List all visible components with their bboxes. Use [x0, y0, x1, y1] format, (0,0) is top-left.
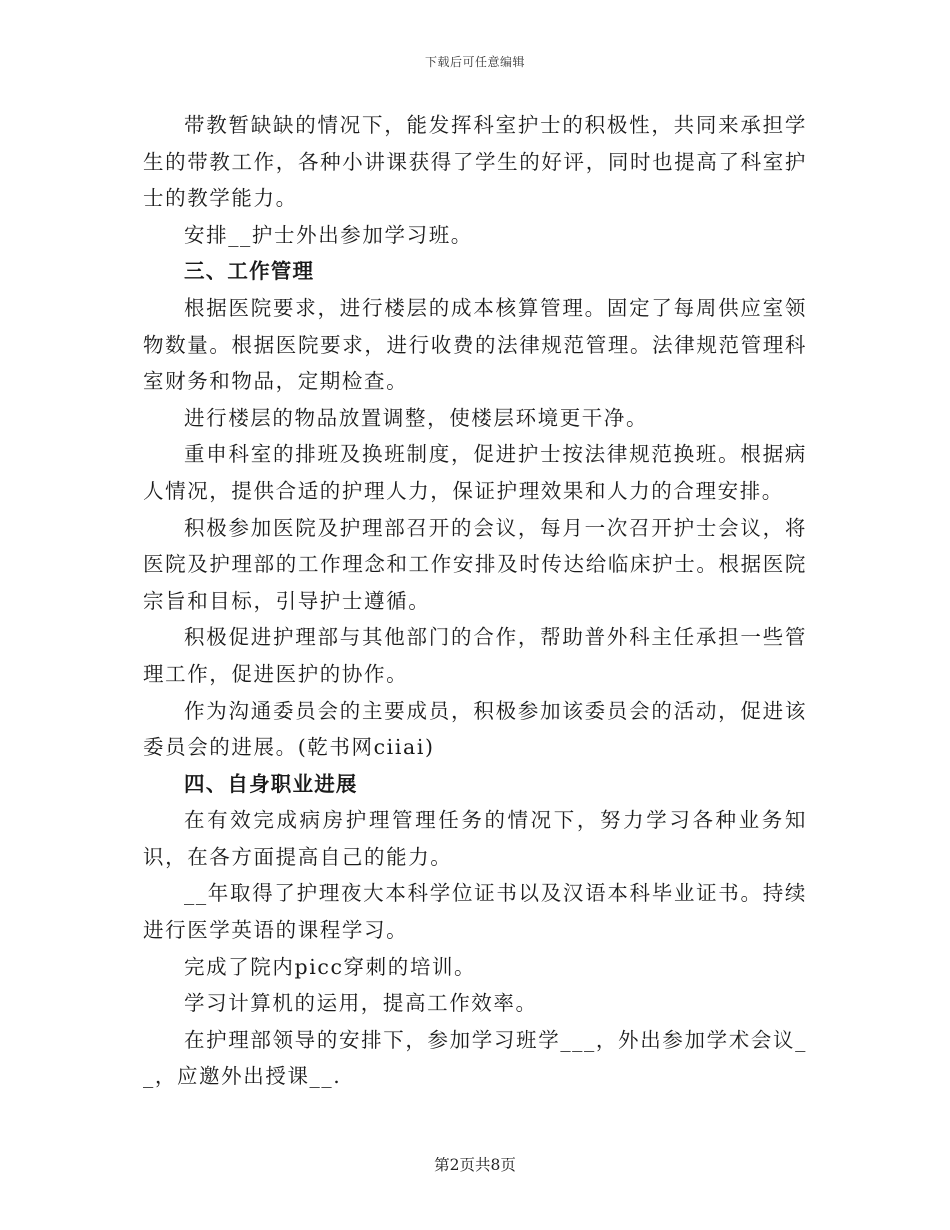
page-number: 第2页共8页: [434, 1156, 516, 1174]
paragraph-10: __年取得了护理夜大本科学位证书以及汉语本科毕业证书。持续进行医学英语的课程学习。: [143, 881, 807, 943]
paragraph-12: 学习计算机的运用，提高工作效率。: [184, 991, 538, 1016]
page-header: 下载后可任意编辑: [424, 55, 525, 69]
paragraph-7: 积极促进护理部与其他部门的合作，帮助普外科主任承担一些管理工作，促进医护的协作。: [143, 625, 807, 686]
section-heading-4: 四、自身职业进展: [184, 771, 358, 796]
section-heading-3: 三、工作管理: [184, 259, 315, 284]
document-body: [143, 107, 807, 1095]
paragraph-2: 安排__护士外出参加学习班。: [184, 222, 473, 247]
paragraph-11: 完成了院内picc穿刺的培训。: [184, 954, 477, 979]
paragraph-4: 进行楼层的物品放置调整，使楼层环境更干净。: [184, 405, 649, 430]
paragraph-9: 在有效完成病房护理管理任务的情况下，努力学习各种业务知识，在各方面提高自己的能力。: [143, 808, 807, 869]
paragraph-5: 重申科室的排班及换班制度，促进护士按法律规范换班。根据病人情况，提供合适的护理人力，保证护理效果和人力的合理安排。: [143, 442, 807, 503]
paragraph-1: 带教暂缺缺的情况下，能发挥科室护士的积极性，共同来承担学生的带教工作，各种小讲课获得了学生的好评，同时也提高了科室护士的教学能力。: [143, 113, 807, 211]
paragraph-8: 作为沟通委员会的主要成员，积极参加该委员会的活动，促进该委员会的进展。(乾书网ciiai): [143, 698, 807, 760]
paragraph-13: 在护理部领导的安排下，参加学习班学___，外出参加学术会议__，应邀外出授课__.: [143, 1027, 807, 1089]
paragraph-6: 积极参加医院及护理部召开的会议，每月一次召开护士会议，将医院及护理部的工作理念和工作安排及时传达给临床护士。根据医院宗旨和目标，引导护士遵循。: [143, 515, 807, 613]
paragraph-3: 根据医院要求，进行楼层的成本核算管理。固定了每周供应室领物数量。根据医院要求，进行收费的法律规范管理。法律规范管理科室财务和物品，定期检查。: [143, 295, 807, 394]
